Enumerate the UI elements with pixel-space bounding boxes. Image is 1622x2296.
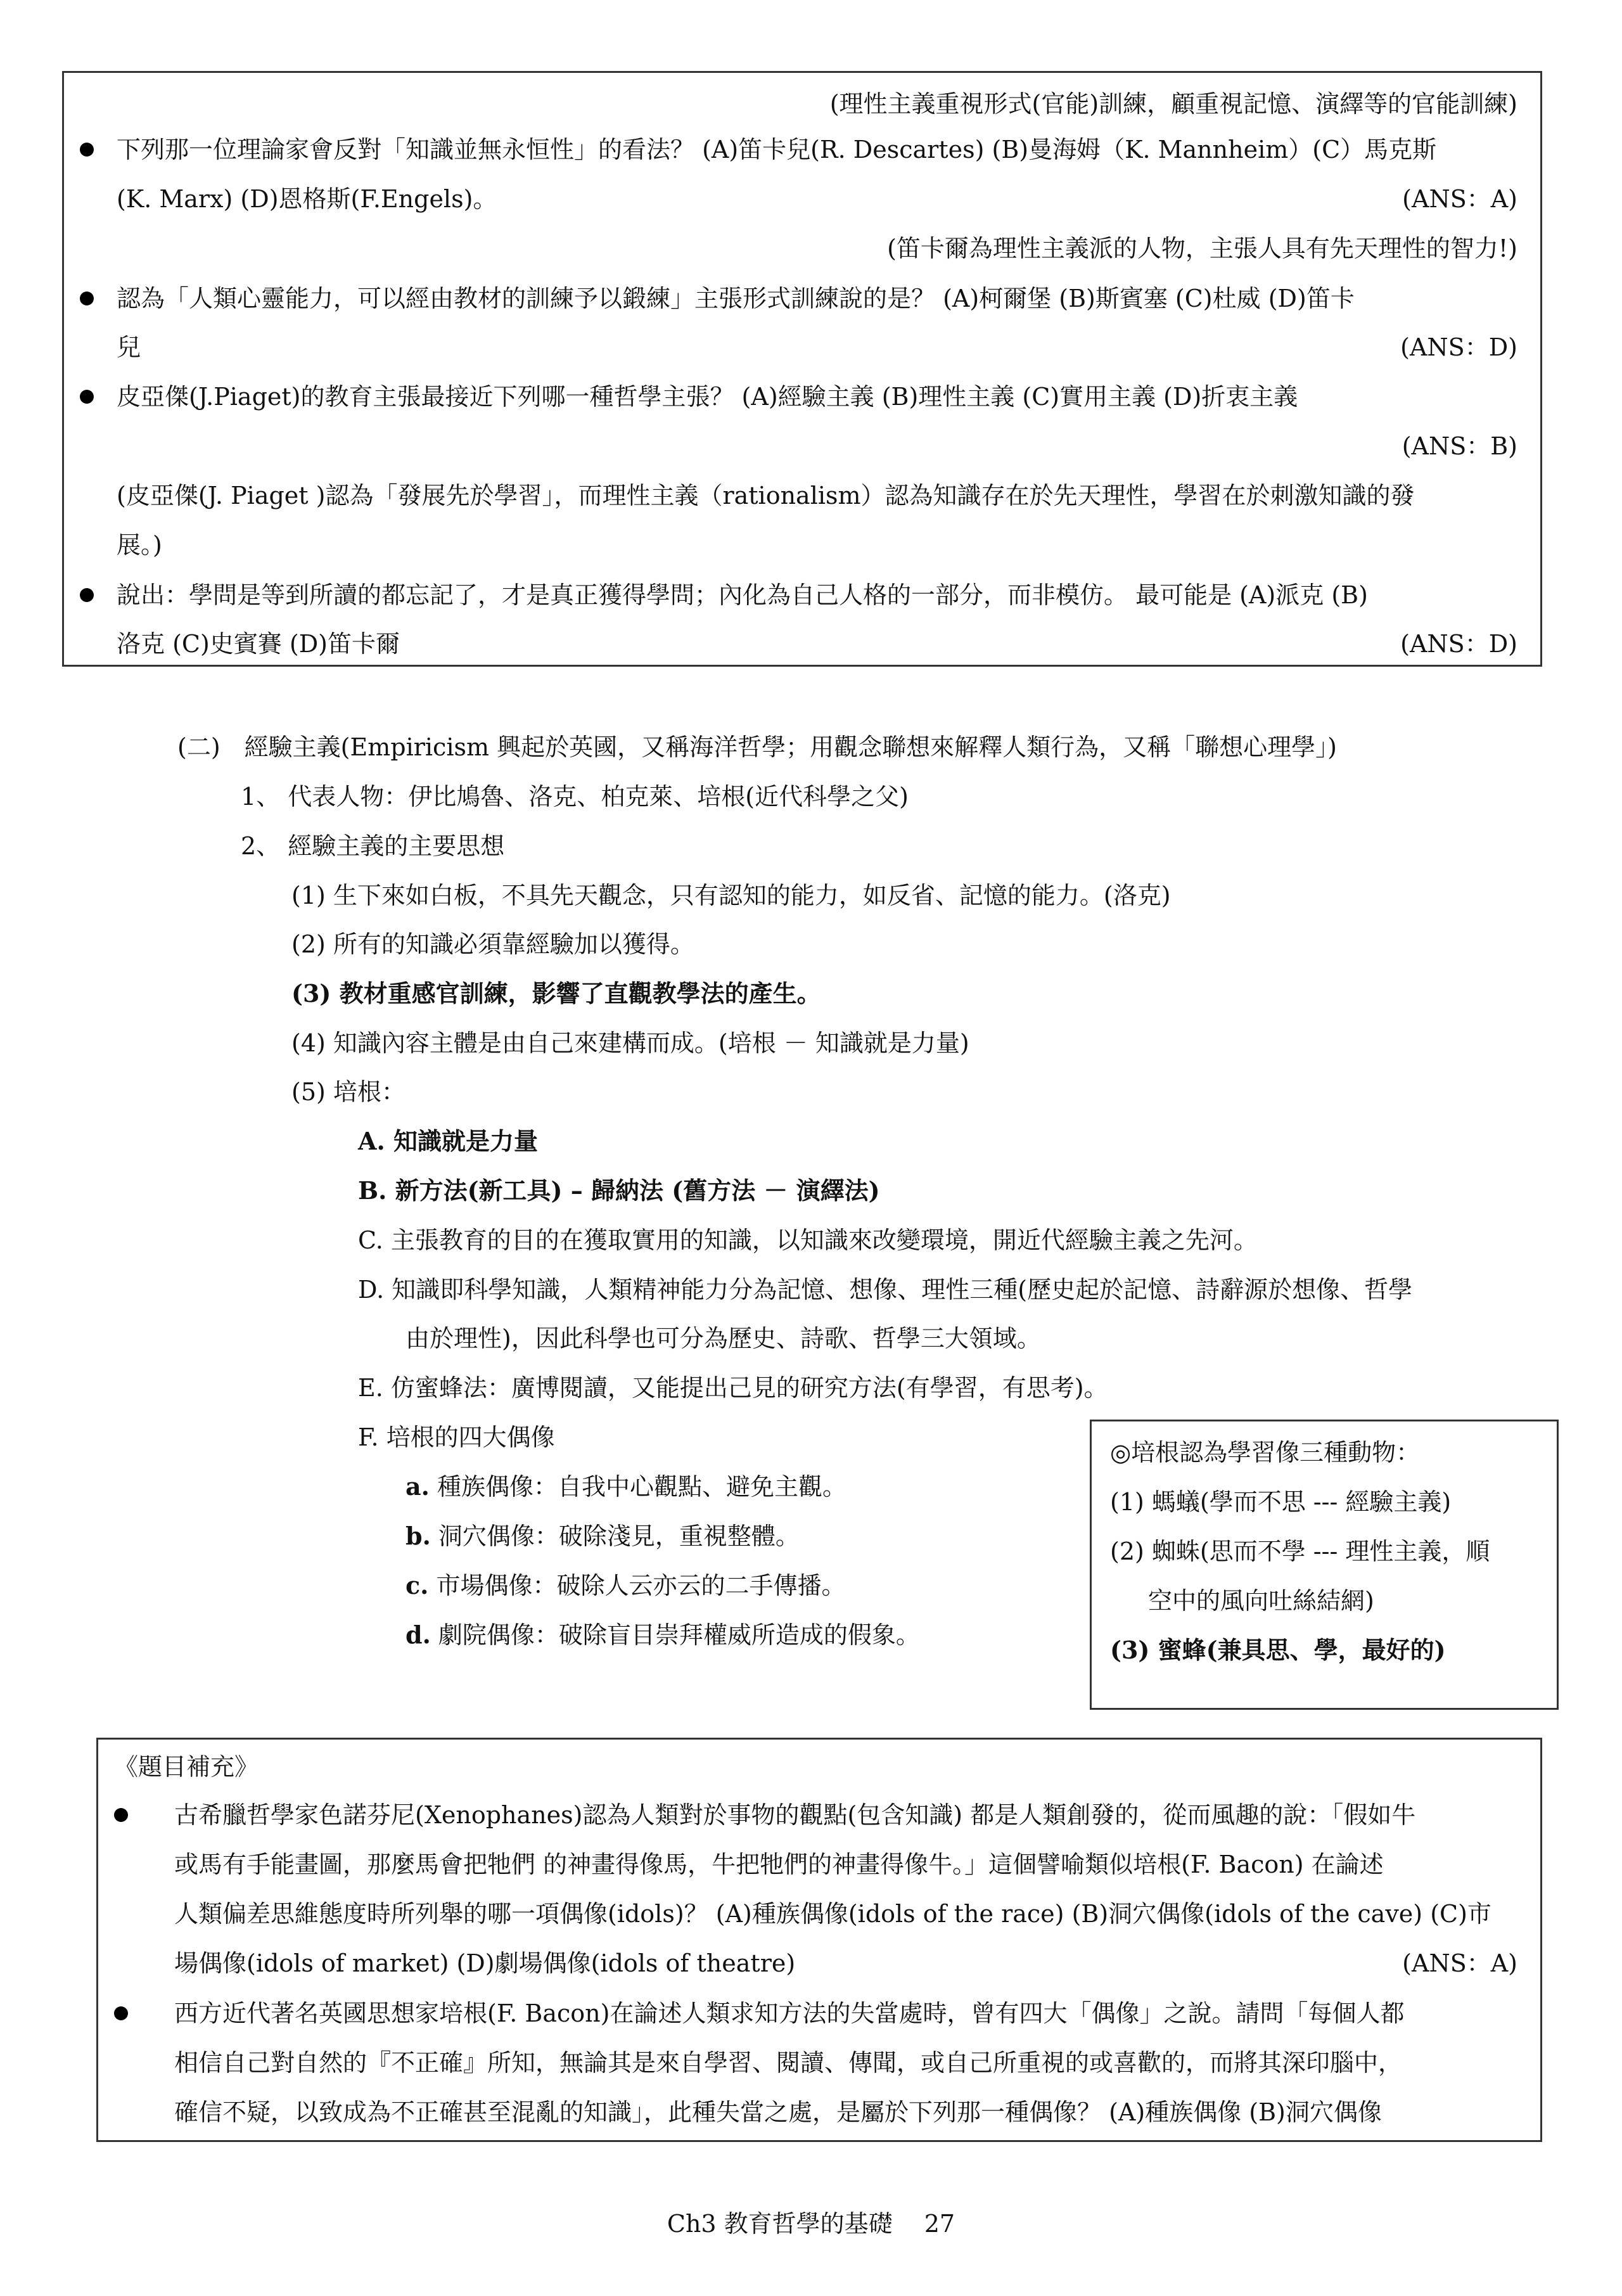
idol-item: b. 洞穴偶像：破除淺見，重視整體。 <box>406 1522 800 1550</box>
question-3-answer: (ANS：B) <box>1402 432 1517 460</box>
question-4-answer: (ANS：D) <box>1400 630 1517 658</box>
question-1-line-1: 下列那一位理論家會反對「知識並無永恒性」的看法？ (A)笛卡兒(R. Descartes) (B)曼海姆（K. Mannheim）(C）馬克斯 <box>117 136 1437 164</box>
bullet-icon <box>80 143 94 157</box>
supplement-q2-line-3: 確信不疑，以致成為不正確甚至混亂的知識」，此種失當之處，是屬於下列那一種偶像？ (A)種族偶像 (B)洞穴偶像 <box>174 2098 1382 2126</box>
bacon-point-e: E. 仿蜜蜂法：廣博閱讀，又能提出己見的研究方法(有學習，有思考)。 <box>358 1374 1108 1402</box>
bacon-point-c: C. 主張教育的目的在獲取實用的知識，以知識來改變環境，開近代經驗主義之先河。 <box>358 1226 1258 1254</box>
bee-item: (3) 蜜蜂(兼具思、學，最好的) <box>1110 1636 1446 1664</box>
bullet-icon <box>80 390 94 404</box>
idea-item: (5) 培根： <box>291 1078 406 1106</box>
question-2-line-2: 兒 <box>117 333 141 361</box>
bacon-point-a: A. 知識就是力量 <box>358 1127 538 1155</box>
idol-item: a. 種族偶像：自我中心觀點、避免主觀。 <box>406 1472 846 1501</box>
section-heading: (二) 經驗主義(Empiricism 興起於英國，又稱海洋哲學；用觀念聯想來解釋人類行為，又稱「聯想心理學」) <box>177 733 1337 761</box>
question-4-line-1: 說出：學問是等到所讀的都忘記了，才是真正獲得學問；內化為自己人格的一部分，而非模仿。 最可能是 (A)派克 (B) <box>117 581 1368 609</box>
supplement-q1-answer: (ANS：A) <box>1402 1949 1517 1977</box>
question-2-answer: (ANS：D) <box>1400 333 1517 361</box>
supplement-q2-line-2: 相信自己對自然的『不正確』所知，無論其是來自學習、閱讀、傳聞，或自己所重視的或喜歡的，而將其深印腦中， <box>174 2049 1403 2077</box>
rationalism-note: (理性主義重視形式(官能)訓練，顧重視記憶、演繹等的官能訓練) <box>829 90 1517 118</box>
bullet-icon <box>80 588 94 602</box>
ant-item: (1) 螞蟻(學而不思 --- 經驗主義) <box>1110 1488 1452 1516</box>
question-2-line-1: 認為「人類心靈能力，可以經由教材的訓練予以鍛練」主張形式訓練說的是？ (A)柯爾堡 (B)斯賓塞 (C)杜威 (D)笛卡 <box>117 285 1355 312</box>
page-footer: Ch3 教育哲學的基礎 27 <box>667 2210 955 2238</box>
bullet-icon <box>114 1808 128 1822</box>
supplement-q2-line-1: 西方近代著名英國思想家培根(F. Bacon)在論述人類求知方法的失當處時，曾有四大「偶像」之說。請問「每個人都 <box>174 1999 1405 2027</box>
bacon-point-b: B. 新方法(新工具) – 歸納法 (舊方法 － 演繹法) <box>358 1176 880 1205</box>
question-4-line-2: 洛克 (C)史賓賽 (D)笛卡爾 <box>117 630 400 658</box>
bacon-point-f: F. 培根的四大偶像 <box>358 1423 555 1451</box>
supplement-q1-line-2: 或馬有手能畫圖，那麼馬會把牠們 的神畫得像馬，牛把牠們的神畫得像牛。」這個譬喻類似培根(F. Bacon) 在論述 <box>174 1850 1384 1878</box>
idol-item: d. 劇院偶像：破除盲目崇拜權威所造成的假象。 <box>406 1620 920 1649</box>
supplement-q1-line-3: 人類偏差思維態度時所列舉的哪一項偶像(idols)？ (A)種族偶像(idols of the race) (B)洞穴偶像(idols of the cave) (C)市 <box>174 1900 1491 1928</box>
main-ideas-heading: 2、 經驗主義的主要思想 <box>241 832 505 860</box>
supplement-title: 《題目補充》 <box>114 1753 259 1781</box>
question-3-note-line-2: 展。) <box>117 531 162 559</box>
bullet-icon <box>114 2006 128 2020</box>
question-1-line-2: (K. Marx) (D)恩格斯(F.Engels)。 <box>117 185 497 213</box>
idea-item: (3) 教材重感官訓練，影響了直觀教學法的產生。 <box>291 979 821 1008</box>
question-3-note-line-1: (皮亞傑(J. Piaget )認為「發展先於學習」，而理性主義（rationalism）認為知識存在於先天理性，學習在於刺激知識的發 <box>117 482 1415 510</box>
supplement-q1-line-4: 場偶像(idols of market) (D)劇場偶像(idols of theatre) <box>174 1949 796 1977</box>
three-animals-title: ◎培根認為學習像三種動物： <box>1110 1439 1421 1466</box>
bacon-point-d-line-2: 由於理性)，因此科學也可分為歷史、詩歌、哲學三大領域。 <box>406 1324 1041 1352</box>
question-1-answer: (ANS：A) <box>1402 185 1517 213</box>
question-1-note: (笛卡爾為理性主義派的人物，主張人具有先天理性的智力!) <box>887 234 1517 262</box>
spider-item-line-1: (2) 蜘蛛(思而不學 --- 理性主義，順 <box>1110 1537 1490 1565</box>
idol-item: c. 市場偶像：破除人云亦云的二手傳播。 <box>406 1571 846 1600</box>
bacon-point-d-line-1: D. 知識即科學知識，人類精神能力分為記憶、想像、理性三種(歷史起於記憶、詩辭源於想像、哲學 <box>358 1276 1413 1304</box>
question-3-line-1: 皮亞傑(J.Piaget)的教育主張最接近下列哪一種哲學主張？ (A)經驗主義 (B)理性主義 (C)實用主義 (D)折衷主義 <box>117 383 1298 411</box>
supplement-q1-line-1: 古希臘哲學家色諾芬尼(Xenophanes)認為人類對於事物的觀點(包含知識) 都是人類創發的，從而風趣的說：「假如牛 <box>174 1801 1416 1829</box>
representatives: 1、 代表人物：伊比鳩魯、洛克、柏克萊、培根(近代科學之父) <box>241 783 909 811</box>
idea-item: (2) 所有的知識必須靠經驗加以獲得。 <box>291 930 694 958</box>
spider-item-line-2: 空中的風向吐絲結網) <box>1148 1587 1374 1615</box>
idea-item: (1) 生下來如白板，不具先天觀念，只有認知的能力，如反省、記憶的能力。(洛克) <box>291 882 1171 909</box>
bullet-icon <box>80 292 94 305</box>
idea-item: (4) 知識內容主體是由自己來建構而成。(培根 － 知識就是力量) <box>291 1029 969 1057</box>
